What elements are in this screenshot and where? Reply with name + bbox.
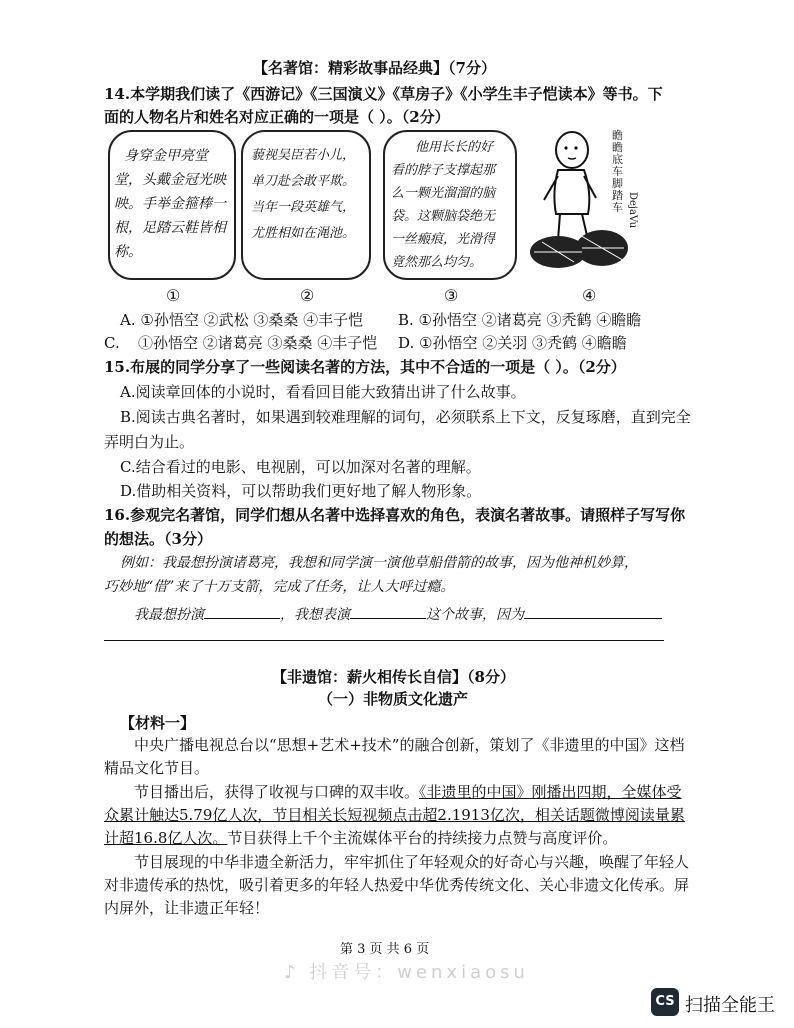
card3-line: 么一颗光溜溜的脑 (391, 186, 496, 201)
section-header-heritage: 【非遗馆：薪火相传长自信】（8分） (272, 668, 515, 686)
option-c: ①孙悟空 ②诸葛亮 ③桑桑 ④丰子恺 (138, 334, 378, 352)
reason-answer-field[interactable] (524, 604, 662, 619)
para2-line2: 众累计触达5.79亿人次，节目相关长短视频点击超2.1913亿次，相关话题微博阅读量累 (104, 806, 685, 824)
card3-line: 他用长长的好 (415, 140, 494, 155)
label-1: ① (166, 286, 181, 305)
card3-line: 看的脖子支撑起那 (391, 163, 496, 178)
scanner-app-icon: CS (651, 988, 679, 1016)
character-card-2 (241, 130, 371, 280)
para1-line2: 精品文化节目。 (104, 759, 210, 777)
para3-line2: 对非遗传承的热忱，吸引着更多的年轻人热爱中华优秀传统文化、关心非遗文化传承。屏 (104, 876, 690, 894)
option-c-label: C. (104, 334, 120, 352)
fill-label-role: 我最想扮演 (134, 607, 204, 623)
reason-answer-line[interactable] (104, 640, 664, 641)
para2-text: 节目播出后，获得了收视与口碑的双丰收。 (134, 783, 420, 801)
option-d: D. ①孙悟空 ②关羽 ③秃鹤 ④瞻瞻 (398, 334, 627, 352)
q15-option-a: A.阅读章回体的小说时，看看回目能大致猜出讲了什么故事。 (120, 383, 526, 401)
card3-line: 袋。这颗脑袋绝无 (391, 209, 496, 224)
section-subheader: （一）非物质文化遗产 (318, 690, 469, 708)
fill-label-reason: 这个故事，因为 (426, 607, 524, 623)
scanner-app-name: 扫描全能王 (685, 995, 775, 1016)
question-15: 15.布展的同学分享了一些阅读名著的方法，其中不合适的一项是（ ）。（2分） (104, 358, 626, 376)
card1-line: 根，足踏云鞋皆相 (114, 220, 226, 236)
example-line2: 巧妙地“借”来了十万支箭，完成了任务，让人大呼过瘾。 (104, 579, 455, 595)
question-16-line1: 16.参观完名著馆，同学们想从名著中选择喜欢的角色，表演名著故事。请照样子写写你 (104, 506, 686, 524)
card1-line: 称。 (114, 244, 142, 260)
para2-line3 (104, 828, 617, 848)
drawing-caption: 瞻瞻底车 脚踏车 (612, 129, 623, 214)
label-3: ③ (444, 286, 459, 305)
q15-option-b: B.阅读古典名著时，如果遇到较难理解的词句，必须联系上下文，反复琢磨，直到完全 (120, 408, 691, 426)
card2-line: 单刀赴会敢平欺。 (251, 174, 356, 189)
question-14-line2: 面的人物名片和姓名对应正确的一项是（ ）。（2分） (104, 108, 450, 126)
svg-text:DejaVu: DejaVu (627, 192, 638, 229)
watermark: ♪ 抖音号：wenxiaosu (284, 962, 529, 983)
card2-line: 藐视吴臣若小儿， (251, 148, 356, 163)
para2-text-end: 节目获得上千个主流媒体平台的持续接力点赞与高度评价。 (227, 829, 618, 847)
q15-option-c: C.结合看过的电影、电视剧，可以加深对名著的理解。 (120, 458, 481, 476)
label-4: ④ (582, 286, 597, 305)
para2-underlined: 《非遗里的中国》刚播出四期，全媒体受 (419, 783, 682, 801)
question-16-line2: 的想法。（3分） (104, 530, 212, 548)
card1-line: 映。手举金箍棒一 (114, 196, 226, 212)
fill-label-story: ，我想表演 (280, 607, 350, 623)
q15-option-d: D.借助相关资料，可以帮助我们更好地了解人物形象。 (120, 482, 482, 500)
section-header-classics: 【名著馆：精彩故事品经典】（7分） (253, 59, 496, 77)
story-answer-field[interactable] (350, 604, 426, 619)
option-b: B. ①孙悟空 ②诸葛亮 ③秃鹤 ④瞻瞻 (398, 311, 642, 329)
card2-line: 当年一段英雄气， (251, 200, 356, 215)
material-label: 【材料一】 (120, 714, 196, 732)
label-2: ② (300, 286, 315, 305)
q15-option-b-cont: 弄明白为止。 (104, 433, 195, 451)
card2-line: 尤胜相如在渑池。 (251, 226, 356, 241)
role-answer-field[interactable] (204, 604, 280, 619)
para2-underlined-end: 计超16.8亿人次。 (104, 829, 228, 847)
example-line1: 例如：我最想扮演诸葛亮，我想和同学演一演他草船借箭的故事，因为他神机妙算， (120, 555, 638, 571)
card1-line: 身穿金甲亮堂 (124, 148, 208, 164)
para3-line1: 节目展现的中华非遗全新活力，牢牢抓住了年轻观众的好奇心与兴趣，唤醒了年轻人 (134, 853, 690, 871)
card1-line: 堂，头戴金冠光映 (114, 172, 226, 188)
question-14-line1: 14.本学期我们读了《西游记》《三国演义》《草房子》《小学生丰子恺读本》等书。下 (104, 85, 663, 103)
character-card-1 (108, 130, 236, 280)
para1-line1: 中央广播电视总台以“思想+艺术+技术”的融合创新，策划了《非遗里的中国》这档 (134, 736, 685, 754)
card3-line: 一丝瘢痕，光滑得 (391, 232, 496, 247)
page-number: 第 3 页 共 6 页 (340, 942, 430, 957)
fill-in-line (134, 604, 662, 625)
character-card-3 (383, 130, 517, 280)
para2-line1 (134, 782, 682, 802)
para3-line3: 内屏外，让非遗正年轻！ (104, 899, 270, 917)
option-a: A. ①孙悟空 ②武松 ③桑桑 ④丰子恺 (120, 311, 364, 329)
card3-line: 竟然那么均匀。 (391, 255, 483, 270)
